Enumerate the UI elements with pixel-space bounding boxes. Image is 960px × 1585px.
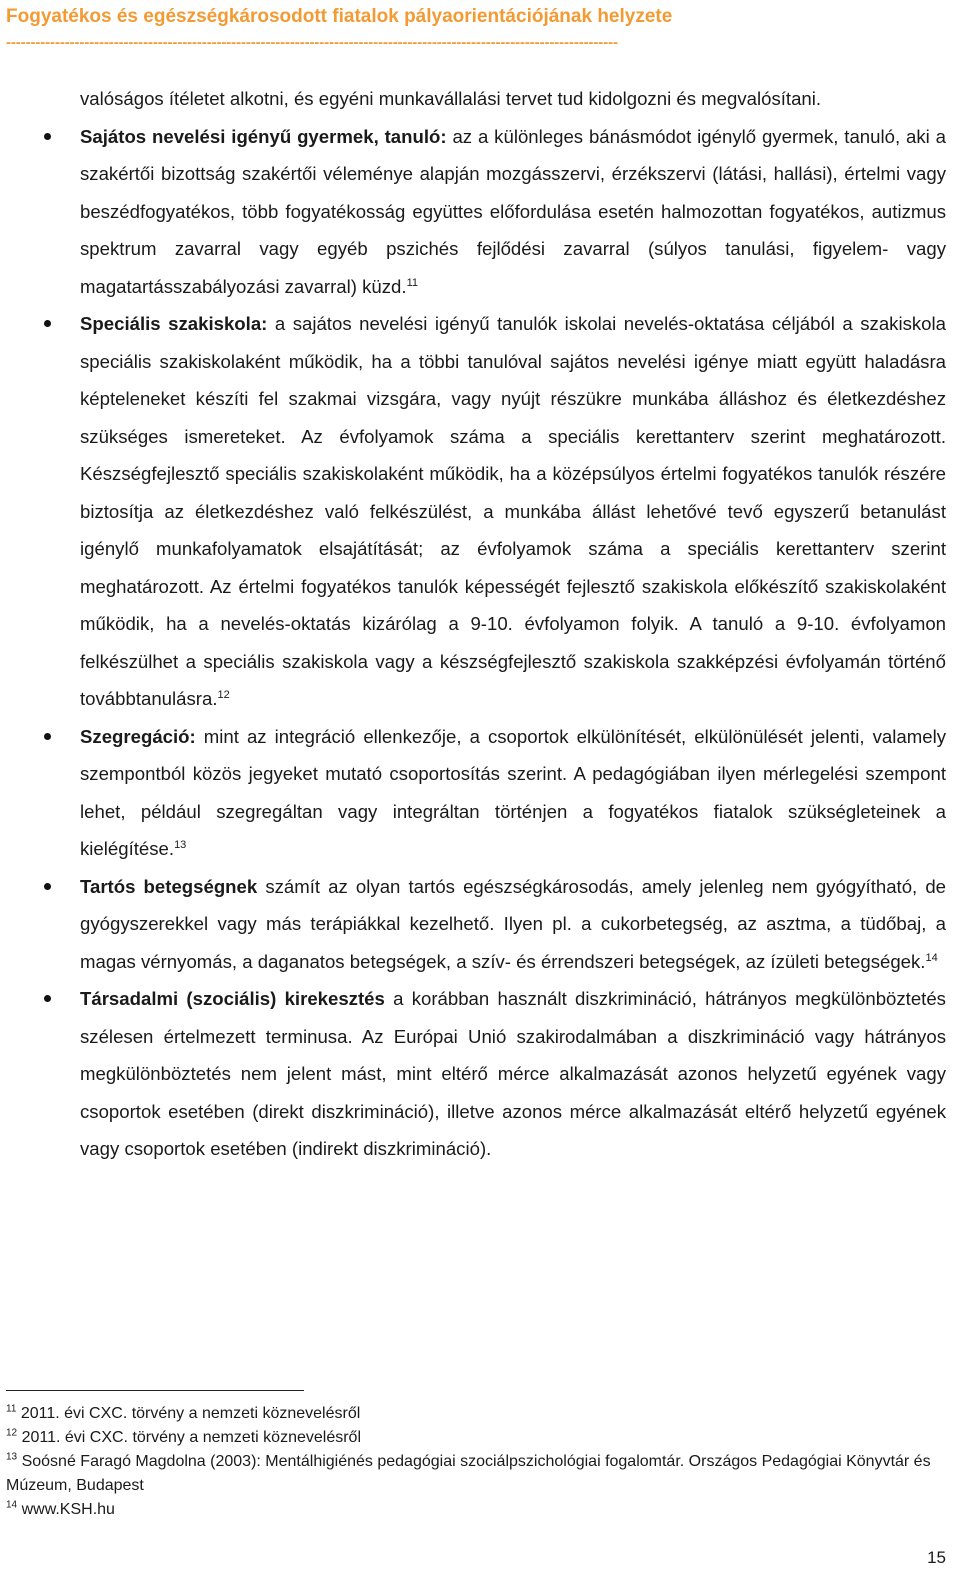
bullet-icon (44, 133, 51, 140)
footnote-item (6, 1498, 936, 1522)
footnote-number: 12 (6, 1427, 18, 1439)
footnote-item (6, 1450, 936, 1498)
bullet-icon (44, 733, 51, 740)
footnote-number: 14 (6, 1499, 18, 1511)
bullet-icon (44, 995, 51, 1002)
footnote-separator (6, 1390, 304, 1391)
bullet-icon (44, 320, 51, 327)
footnote-text: 2011. évi CXC. törvény a nemzeti köznevelésről (21, 1429, 361, 1446)
bullet-icon (44, 883, 51, 890)
term-definition: számít az olyan tartós egészségkárosodás, amely jelenleg nem gyógyítható, de gyógyszerekkel vagy más terápiákkal kezelhető. Ilyen pl. a cukorbetegség, az asztma, a tüdőbaj, a magas vérnyomás, a daganatos betegségek, a szív- és érrendszeri betegségek, az ízületi betegségek. (80, 875, 946, 972)
document-body (0, 80, 960, 1168)
term-label: Szegregáció: (80, 725, 196, 747)
footnote-item (6, 1426, 936, 1450)
footnotes (6, 1402, 936, 1522)
list-item-szegregacio (0, 718, 946, 868)
footnote-ref[interactable]: 11 (406, 276, 418, 289)
footnote-ref[interactable]: 14 (925, 951, 938, 964)
footnote-number: 13 (6, 1451, 18, 1463)
footnote-ref[interactable]: 12 (217, 688, 230, 701)
term-definition: a korábban használt diszkrimináció, hátrányos megkülönböztetés szélesen értelmezett terminusa. Az Európai Unió szakirodalmában a diszkrimináció vagy hátrányos megkülönböztetés nem jelent mást, mint eltérő mérce alkalmazását azonos helyzetű egyének vagy csoportok esetében (direkt diszkrimináció), illetve azonos mérce alkalmazását eltérő helyzetű egyének vagy csoportok esetében (indirekt diszkrimináció). (80, 988, 946, 1159)
list-item-tarsadalmi-kirekesztes (0, 980, 946, 1168)
term-label: Tartós betegségnek (80, 875, 258, 897)
term-label: Társadalmi (szociális) kirekesztés (80, 988, 385, 1009)
term-label: Sajátos nevelési igényű gyermek, tanuló: (80, 125, 447, 147)
footnote-item (6, 1402, 936, 1426)
term-definition: a sajátos nevelési igényű tanulók iskolai nevelés-oktatása céljából a szakiskola speciális szakiskolaként működik, ha a többi tanulóval sajátos nevelési igénye miatt együtt haladásra képteleneket készíti fel szakmai vizsgára, vagy nyújt részükre munkába álláshoz és életkezdéshez szükséges ismereteket. Az évfolyamok száma a speciális kerettanterv szerint meghatározott. Készségfejlesztő speciális szakiskolaként működik, ha a középsúlyos értelmi fogyatékos tanulók részére biztosítja az életkezdéshez való felkészülést, a munkába állást lehetővé tevő egyszerű betanulást igénylő munkafolyamatok elsajátítását; az évfolyamok száma a speciális kerettanterv szerint meghatározott. Az értelmi fogyatékos tanulók képességét fejlesztő szakiskola előkészítő szakiskolaként működik, ha a nevelés-oktatás kizárólag a 9-10. évfolyamon folyik. A tanuló a 9-10. évfolyamon felkészülhet a speciális szakiskola vagy a készségfejlesztő szakiskola szakképzési évfolyamán történő továbbtanulásra. (80, 313, 946, 709)
list-item-sni (0, 118, 946, 306)
footnote-ref[interactable]: 13 (174, 838, 187, 851)
footnote-text: Soósné Faragó Magdolna (2003): Mentálhigiénés pedagógiai szociálpszichológiai fogalomtár. Országos Pedagógiai Könyvtár és Múzeum, Budapest (6, 1453, 931, 1494)
intro-continuation-paragraph: valóságos ítéletet alkotni, és egyéni munkavállalási tervet tud kidolgozni és megvalósítani. (80, 88, 822, 109)
page-number: 15 (927, 1548, 946, 1567)
term-definition: mint az integráció ellenkezője, a csoportok elkülönítését, elkülönülését jelenti, valamely szempontból közös jegyeket mutató csoportosítás szerint. A pedagógiában ilyen mérlegelési szempont lehet, például szegregáltan vagy integráltan történjen a fogyatékos fiatalok szükségleteinek a kielégítése. (80, 725, 946, 859)
list-item-specialis-szakiskola (0, 305, 946, 718)
list-item-tartos-betegseg (0, 868, 946, 981)
running-header-dashed-rule: ----------------------------------------------------------------------------------------------------------------------------- (6, 34, 618, 51)
term-label: Speciális szakiskola: (80, 313, 268, 334)
footnote-text: www.KSH.hu (21, 1501, 115, 1518)
footnote-number: 11 (6, 1403, 17, 1415)
footnote-text: 2011. évi CXC. törvény a nemzeti köznevelésről (20, 1405, 361, 1422)
running-header-title: Fogyatékos és egészségkárosodott fiatalok pályaorientációjának helyzete (6, 6, 673, 27)
term-definition: az a különleges bánásmódot igénylő gyermek, tanuló, aki a szakértői bizottság szakértői véleménye alapján mozgásszervi, érzékszervi (látási, hallási), értelmi vagy beszédfogyatékos, több fogyatékosság együttes előfordulása esetén halmozottan fogyatékos, autizmus spektrum zavarral vagy egyéb pszichés fejlődési zavarral (súlyos tanulási, figyelem- vagy magatartásszabályozási zavarral) küzd. (80, 125, 946, 297)
